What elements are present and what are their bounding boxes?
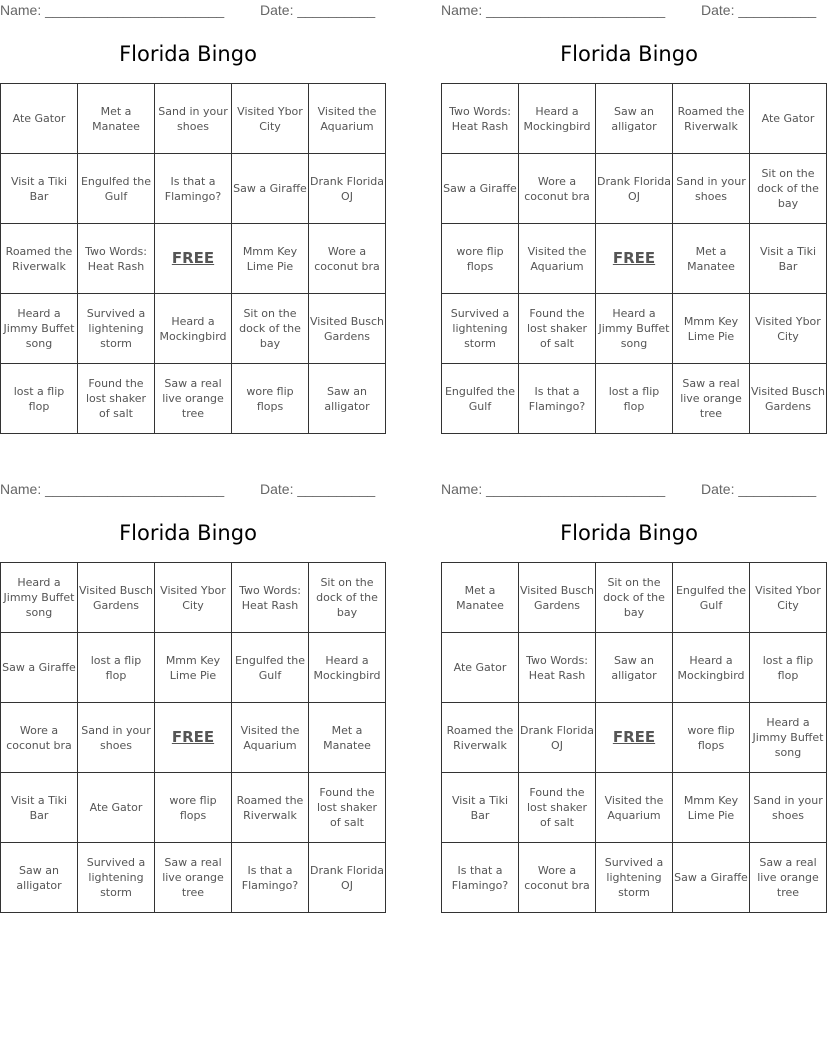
bingo-cell: Survived a lightening storm — [78, 843, 155, 913]
bingo-cell: Drank Florida OJ — [596, 154, 673, 224]
bingo-cell: Survived a lightening storm — [78, 294, 155, 364]
bingo-cell: Sit on the dock of the bay — [596, 563, 673, 633]
bingo-cell: Wore a coconut bra — [519, 154, 596, 224]
bingo-row — [1, 633, 386, 703]
bingo-cell: Heard a Jimmy Buffet song — [1, 563, 78, 633]
bingo-card — [0, 479, 384, 899]
bingo-row — [442, 224, 827, 294]
bingo-cell: Two Words: Heat Rash — [232, 563, 309, 633]
bingo-cell: lost a flip flop — [596, 364, 673, 434]
bingo-cell: Visited Busch Gardens — [519, 563, 596, 633]
bingo-row — [1, 563, 386, 633]
bingo-cell: Wore a coconut bra — [519, 843, 596, 913]
bingo-cell: Two Words: Heat Rash — [442, 84, 519, 154]
card-title: Florida Bingo — [119, 42, 257, 66]
bingo-grid — [0, 562, 386, 913]
bingo-cell: Engulfed the Gulf — [442, 364, 519, 434]
bingo-cell: Heard a Jimmy Buffet song — [596, 294, 673, 364]
bingo-cell: lost a flip flop — [1, 364, 78, 434]
bingo-cell: Met a Manatee — [78, 84, 155, 154]
bingo-grid — [441, 562, 827, 913]
bingo-cell: Visited Ybor City — [232, 84, 309, 154]
name-field: Name: _______________________ — [441, 481, 666, 497]
bingo-cell: Ate Gator — [442, 633, 519, 703]
bingo-cell: Sand in your shoes — [78, 703, 155, 773]
free-space: FREE — [596, 224, 673, 294]
date-field: Date: __________ — [260, 2, 376, 18]
bingo-row — [1, 843, 386, 913]
bingo-cell: Heard a Mockingbird — [673, 633, 750, 703]
bingo-cell: Saw a Giraffe — [673, 843, 750, 913]
bingo-cell: Heard a Jimmy Buffet song — [750, 703, 827, 773]
bingo-cell: Heard a Mockingbird — [519, 84, 596, 154]
date-field: Date: __________ — [701, 2, 817, 18]
bingo-cell: lost a flip flop — [78, 633, 155, 703]
date-field: Date: __________ — [260, 481, 376, 497]
bingo-row — [1, 154, 386, 224]
bingo-cell: Sand in your shoes — [673, 154, 750, 224]
bingo-cell: Saw a real live orange tree — [673, 364, 750, 434]
bingo-cell: lost a flip flop — [750, 633, 827, 703]
bingo-cell: Ate Gator — [750, 84, 827, 154]
bingo-cell: Visited Busch Gardens — [750, 364, 827, 434]
bingo-grid — [441, 83, 827, 434]
bingo-cell: Met a Manatee — [673, 224, 750, 294]
bingo-cell: Visited Ybor City — [750, 563, 827, 633]
bingo-cell: wore flip flops — [673, 703, 750, 773]
bingo-cell: Drank Florida OJ — [309, 154, 386, 224]
bingo-cell: Survived a lightening storm — [442, 294, 519, 364]
bingo-cell: Visit a Tiki Bar — [442, 773, 519, 843]
bingo-cell: Two Words: Heat Rash — [78, 224, 155, 294]
bingo-cell: Sit on the dock of the bay — [309, 563, 386, 633]
bingo-cell: Found the lost shaker of salt — [519, 294, 596, 364]
free-space: FREE — [596, 703, 673, 773]
card-title: Florida Bingo — [560, 521, 698, 545]
bingo-row — [1, 224, 386, 294]
name-date-row — [441, 0, 817, 22]
bingo-cell: Roamed the Riverwalk — [673, 84, 750, 154]
bingo-cell: Saw a real live orange tree — [155, 843, 232, 913]
bingo-cell: Wore a coconut bra — [309, 224, 386, 294]
bingo-row — [1, 773, 386, 843]
bingo-cell: Heard a Mockingbird — [309, 633, 386, 703]
bingo-cell: Sit on the dock of the bay — [232, 294, 309, 364]
bingo-cell: Saw an alligator — [1, 843, 78, 913]
bingo-cell: Visited the Aquarium — [519, 224, 596, 294]
card-title: Florida Bingo — [560, 42, 698, 66]
bingo-cell: Mmm Key Lime Pie — [673, 294, 750, 364]
bingo-cell: wore flip flops — [442, 224, 519, 294]
bingo-card — [441, 479, 824, 899]
bingo-cell: Saw a real live orange tree — [155, 364, 232, 434]
bingo-cell: Found the lost shaker of salt — [309, 773, 386, 843]
bingo-cell: wore flip flops — [232, 364, 309, 434]
bingo-cell: Saw a real live orange tree — [750, 843, 827, 913]
bingo-cell: Heard a Jimmy Buffet song — [1, 294, 78, 364]
card-title: Florida Bingo — [119, 521, 257, 545]
bingo-row — [442, 154, 827, 224]
bingo-row — [1, 84, 386, 154]
bingo-cell: Sit on the dock of the bay — [750, 154, 827, 224]
bingo-cell: Survived a lightening storm — [596, 843, 673, 913]
bingo-cell: Saw a Giraffe — [232, 154, 309, 224]
bingo-cell: Roamed the Riverwalk — [1, 224, 78, 294]
name-field: Name: _______________________ — [0, 2, 225, 18]
bingo-card — [441, 0, 825, 420]
bingo-cell: Saw an alligator — [309, 364, 386, 434]
bingo-grid — [0, 83, 386, 434]
bingo-cell: Roamed the Riverwalk — [442, 703, 519, 773]
name-date-row — [0, 0, 376, 22]
bingo-cell: Visited the Aquarium — [596, 773, 673, 843]
bingo-cell: Saw a Giraffe — [1, 633, 78, 703]
date-field: Date: __________ — [701, 481, 817, 497]
bingo-cell: Sand in your shoes — [155, 84, 232, 154]
bingo-cell: wore flip flops — [155, 773, 232, 843]
bingo-cell: Mmm Key Lime Pie — [673, 773, 750, 843]
bingo-cell: Found the lost shaker of salt — [519, 773, 596, 843]
bingo-cell: Met a Manatee — [442, 563, 519, 633]
bingo-cell: Visit a Tiki Bar — [1, 773, 78, 843]
bingo-cell: Visited Ybor City — [155, 563, 232, 633]
bingo-cell: Is that a Flamingo? — [232, 843, 309, 913]
bingo-cell: Drank Florida OJ — [519, 703, 596, 773]
bingo-cell: Engulfed the Gulf — [78, 154, 155, 224]
bingo-cell: Wore a coconut bra — [1, 703, 78, 773]
bingo-cell: Mmm Key Lime Pie — [232, 224, 309, 294]
bingo-row — [442, 843, 827, 913]
bingo-cell: Is that a Flamingo? — [519, 364, 596, 434]
bingo-cell: Visited Ybor City — [750, 294, 827, 364]
name-date-row — [0, 479, 376, 501]
bingo-cell: Saw an alligator — [596, 633, 673, 703]
bingo-row — [442, 563, 827, 633]
bingo-cell: Visit a Tiki Bar — [1, 154, 78, 224]
bingo-cell: Heard a Mockingbird — [155, 294, 232, 364]
free-space: FREE — [155, 703, 232, 773]
bingo-cell: Found the lost shaker of salt — [78, 364, 155, 434]
free-space: FREE — [155, 224, 232, 294]
bingo-cell: Two Words: Heat Rash — [519, 633, 596, 703]
bingo-row — [1, 364, 386, 434]
bingo-cell: Is that a Flamingo? — [155, 154, 232, 224]
bingo-cell: Ate Gator — [1, 84, 78, 154]
bingo-cell: Ate Gator — [78, 773, 155, 843]
bingo-row — [442, 294, 827, 364]
bingo-cell: Visited Busch Gardens — [78, 563, 155, 633]
bingo-row — [442, 773, 827, 843]
name-field: Name: _______________________ — [441, 2, 666, 18]
bingo-row — [442, 364, 827, 434]
name-date-row — [441, 479, 817, 501]
bingo-cell: Met a Manatee — [309, 703, 386, 773]
bingo-cell: Sand in your shoes — [750, 773, 827, 843]
bingo-cell: Is that a Flamingo? — [442, 843, 519, 913]
bingo-row — [442, 703, 827, 773]
bingo-cell: Visited the Aquarium — [309, 84, 386, 154]
name-field: Name: _______________________ — [0, 481, 225, 497]
bingo-cell: Engulfed the Gulf — [673, 563, 750, 633]
bingo-cell: Visited the Aquarium — [232, 703, 309, 773]
bingo-cell: Engulfed the Gulf — [232, 633, 309, 703]
bingo-cell: Mmm Key Lime Pie — [155, 633, 232, 703]
bingo-card — [0, 0, 384, 420]
bingo-cell: Saw a Giraffe — [442, 154, 519, 224]
bingo-cell: Drank Florida OJ — [309, 843, 386, 913]
bingo-cell: Saw an alligator — [596, 84, 673, 154]
bingo-cell: Roamed the Riverwalk — [232, 773, 309, 843]
bingo-row — [1, 294, 386, 364]
bingo-cell: Visit a Tiki Bar — [750, 224, 827, 294]
bingo-row — [442, 633, 827, 703]
bingo-cell: Visited Busch Gardens — [309, 294, 386, 364]
bingo-row — [442, 84, 827, 154]
bingo-row — [1, 703, 386, 773]
